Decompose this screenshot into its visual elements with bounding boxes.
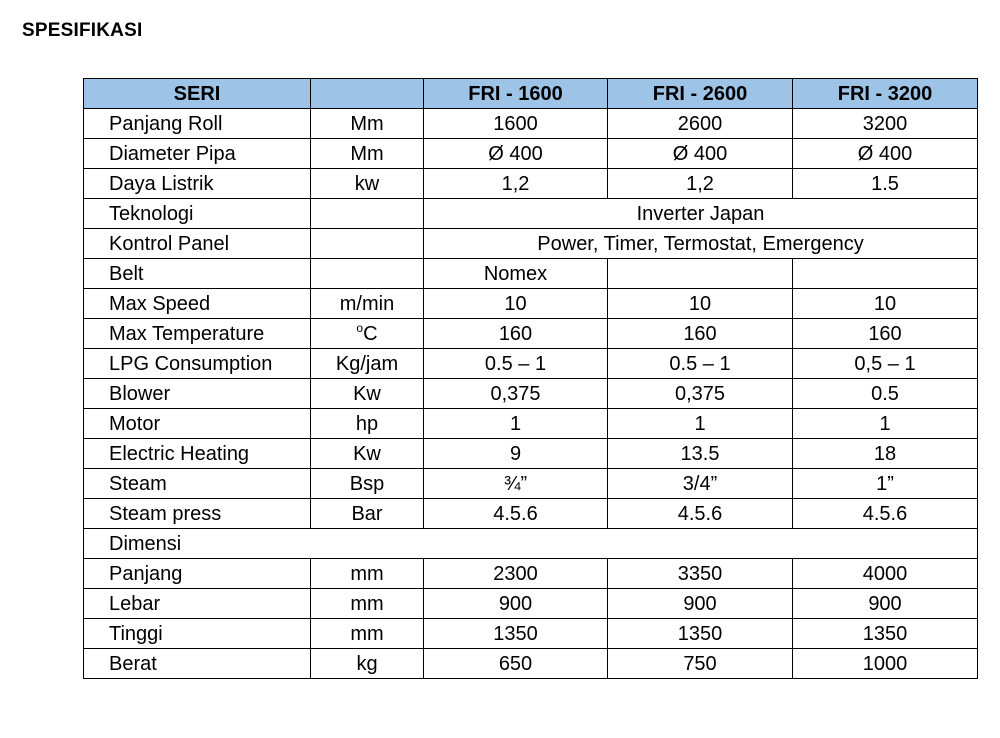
param-label: Kontrol Panel	[84, 229, 311, 259]
table-row	[84, 619, 978, 649]
table-row	[84, 289, 978, 319]
unit-cell: hp	[311, 409, 424, 439]
param-label: Belt	[84, 259, 311, 289]
value-cell: 1350	[793, 619, 978, 649]
unit-cell	[311, 259, 424, 289]
value-cell: 160	[793, 319, 978, 349]
value-cell: 750	[608, 649, 793, 679]
table-row	[84, 469, 978, 499]
value-cell: 4.5.6	[793, 499, 978, 529]
value-cell: 1	[608, 409, 793, 439]
value-cell: 0,5 – 1	[793, 349, 978, 379]
unit-cell: Bsp	[311, 469, 424, 499]
value-cell: 4.5.6	[424, 499, 608, 529]
param-label: Max Temperature	[84, 319, 311, 349]
param-label: Panjang	[84, 559, 311, 589]
value-cell: 900	[424, 589, 608, 619]
unit-cell: Kw	[311, 439, 424, 469]
value-cell: 1600	[424, 109, 608, 139]
param-label: Steam press	[84, 499, 311, 529]
value-cell: 2600	[608, 109, 793, 139]
unit-cell: kg	[311, 649, 424, 679]
param-label: Diameter Pipa	[84, 139, 311, 169]
param-label: Teknologi	[84, 199, 311, 229]
value-cell: 10	[424, 289, 608, 319]
page-title: SPESIFIKASI	[22, 20, 143, 41]
value-cell: 3/4”	[608, 469, 793, 499]
value-cell: 13.5	[608, 439, 793, 469]
value-cell: 0.5 – 1	[424, 349, 608, 379]
spec-table	[83, 78, 978, 679]
header-seri: SERI	[84, 79, 311, 109]
value-cell: 1,2	[424, 169, 608, 199]
unit-cell	[311, 319, 424, 349]
table-header-row	[84, 79, 978, 109]
value-cell: 0.5 – 1	[608, 349, 793, 379]
value-cell: 18	[793, 439, 978, 469]
value-cell: 160	[608, 319, 793, 349]
value-cell: Ø 400	[608, 139, 793, 169]
value-cell	[608, 259, 793, 289]
value-cell: 9	[424, 439, 608, 469]
value-cell: 10	[793, 289, 978, 319]
param-label: Steam	[84, 469, 311, 499]
section-row	[84, 529, 978, 559]
param-label: Lebar	[84, 589, 311, 619]
value-cell: 1000	[793, 649, 978, 679]
table-row	[84, 649, 978, 679]
value-cell: 1.5	[793, 169, 978, 199]
unit-cell	[311, 199, 424, 229]
unit-cell: m/min	[311, 289, 424, 319]
value-cell: 4000	[793, 559, 978, 589]
param-label: Tinggi	[84, 619, 311, 649]
value-cell: 900	[608, 589, 793, 619]
unit-cell	[311, 229, 424, 259]
param-label: Max Speed	[84, 289, 311, 319]
table-row	[84, 409, 978, 439]
value-cell: Ø 400	[424, 139, 608, 169]
value-cell: 1350	[424, 619, 608, 649]
value-cell: 3350	[608, 559, 793, 589]
header-model: FRI - 1600	[424, 79, 608, 109]
table-row	[84, 109, 978, 139]
value-cell: 0,375	[424, 379, 608, 409]
param-label: Motor	[84, 409, 311, 439]
table-row	[84, 229, 978, 259]
param-label: Berat	[84, 649, 311, 679]
table-row	[84, 589, 978, 619]
value-cell: 1,2	[608, 169, 793, 199]
table-row	[84, 559, 978, 589]
unit-cell: Kg/jam	[311, 349, 424, 379]
value-cell: 1	[793, 409, 978, 439]
value-cell: 4.5.6	[608, 499, 793, 529]
value-cell: 1350	[608, 619, 793, 649]
table-row	[84, 499, 978, 529]
degree-superscript: o	[356, 320, 364, 335]
value-cell: 1”	[793, 469, 978, 499]
param-label: Blower	[84, 379, 311, 409]
merged-value-cell: Power, Timer, Termostat, Emergency	[424, 229, 978, 259]
unit-cell: Mm	[311, 109, 424, 139]
value-cell: 3200	[793, 109, 978, 139]
value-cell: 160	[424, 319, 608, 349]
value-cell: 900	[793, 589, 978, 619]
unit-cell: Mm	[311, 139, 424, 169]
unit-cell: kw	[311, 169, 424, 199]
header-unit	[311, 79, 424, 109]
table-row	[84, 259, 978, 289]
header-model: FRI - 2600	[608, 79, 793, 109]
table-row	[84, 349, 978, 379]
value-cell	[793, 259, 978, 289]
unit-cell: Kw	[311, 379, 424, 409]
value-cell: 2300	[424, 559, 608, 589]
value-cell: 1	[424, 409, 608, 439]
header-model: FRI - 3200	[793, 79, 978, 109]
table-row	[84, 439, 978, 469]
value-cell: 0,375	[608, 379, 793, 409]
table-row	[84, 379, 978, 409]
unit-cell: mm	[311, 559, 424, 589]
table-row	[84, 199, 978, 229]
param-label: Daya Listrik	[84, 169, 311, 199]
param-label: Panjang Roll	[84, 109, 311, 139]
unit-cell: mm	[311, 589, 424, 619]
param-label: LPG Consumption	[84, 349, 311, 379]
param-label: Electric Heating	[84, 439, 311, 469]
table-row	[84, 139, 978, 169]
value-cell: 10	[608, 289, 793, 319]
value-cell: 0.5	[793, 379, 978, 409]
value-cell: Ø 400	[793, 139, 978, 169]
section-label: Dimensi	[84, 529, 978, 559]
table-row	[84, 169, 978, 199]
unit-text: C	[363, 322, 378, 345]
value-cell: 650	[424, 649, 608, 679]
table-row	[84, 319, 978, 349]
unit-cell: Bar	[311, 499, 424, 529]
value-cell: Nomex	[424, 259, 608, 289]
value-cell: ¾”	[424, 469, 608, 499]
unit-cell: mm	[311, 619, 424, 649]
merged-value-cell: Inverter Japan	[424, 199, 978, 229]
